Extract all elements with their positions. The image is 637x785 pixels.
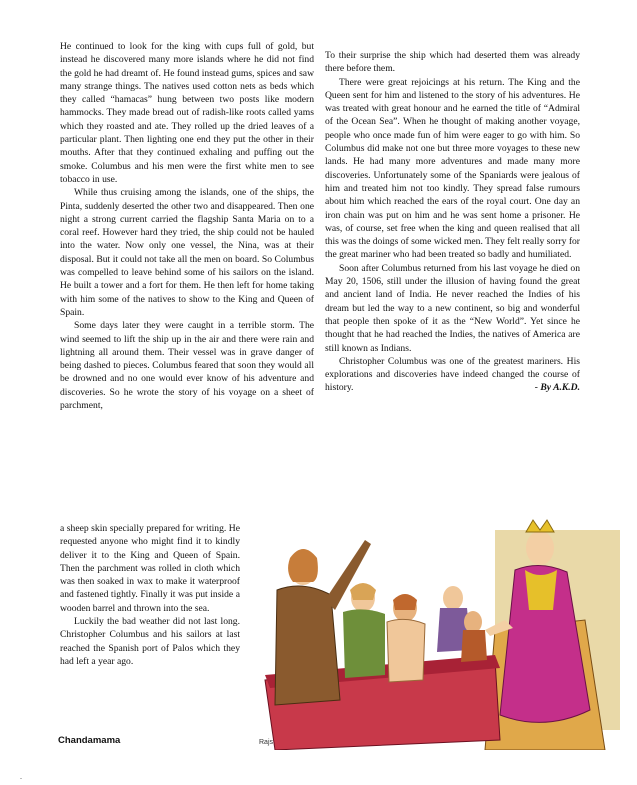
paragraph: There were great rejoicings at his return. The King and the Queen sent for him and listened to the story of his adventures. He was treated with great honour and he earned the title of “Admiral of the Ocean Sea”. When he thought of making another voyage, people who once made fun of him were eager to go with him. So Columbus did make not one but three more voyages to these new lands. He had many more adventures and made many more discoveries. Unfortunately some of the Spaniards were jealous of him and treated him not too kindly. They spread false rumours about him which reached the ears of the royal court. One day an iron chain was put on him and he was sent home a prisoner. He was, of course, set free when the king and queen realised that all this was the doings of some wicked men. They felt really sorry for the great mariner who had been treated so badly and humiliated. [325, 76, 580, 261]
paragraph [325, 355, 580, 395]
paragraph: To their surprise the ship which had deserted them was already there before them. [325, 50, 580, 75]
right-column [325, 49, 580, 395]
paragraph-text: Christopher Columbus was one of the greatest mariners. His explorations and discoveries have indeed changed the course of history. [325, 355, 580, 394]
paragraph: Some days later they were caught in a terrible storm. The wind seemed to lift the ship up in the air and there were rain and lightning all around them. Their vessel was in grave danger of being dashed to pieces. Columbus feared that soon they would all be drowned and no one would ever know of his adventure and discoveries. So he wrote the story of his voyage on a sheet of parchment, [60, 320, 314, 412]
paragraph: He continued to look for the king with cups full of gold, but instead he discovered many more islands where he did not find the gold he had dreamt of. He found instead gums, spices and saw many strange things. The natives used cotton nets as beds which they called “hamacas” hung between two posts like modern hammocks. They made bread out of radish-like roots called yams which they roasted and ate. They rolled up the dried leaves of a particular plant. Then lighting one end they put the other in their mouths. After that they continued exhaling and puffing out the smoke. Columbus and his men were the first white men to see tobacco in use. [60, 41, 314, 185]
paragraph: Soon after Columbus returned from his last voyage he died on May 20, 1506, still under the illusion of having found the great and ancient land of India. He never reached the Indies of his dream but led the way to a new continent, so big and wonderful that people then spoke of it as the “New World”. Yet since he thought that he had reached the Indies, the natives of America are still known as Indians. [325, 262, 580, 354]
paragraph: Luckily the bad weather did not last long. Christopher Columbus and his sailors at last reached the Spanish port of Palos which they had left a year ago. [60, 616, 240, 667]
author-signature: - By A.K.D. [534, 382, 580, 394]
artist-signature: Rajs [259, 739, 274, 746]
paragraph: While thus cruising among the islands, one of the ships, the Pinta, suddenly deserted the other two and disappeared. Then one night a strong current carried the flagship Santa Maria on to a coral reef. However hard they tried, the ship could not be hauled into the water. Now only one vessel, the Nina, was at their disposal. But it could not take all the men on board. So Columbus was compelled to leave behind some of his sailors on the island. He built a tower and a fort for them. He then left for home taking with him some of the natives to show to the King and Queen of Spain. [60, 187, 314, 318]
paragraph: a sheep skin specially prepared for writing. He requested anyone who might find it to kindly deliver it to the King and Queen of Spain. Then the parchment was rolled in cloth which was then soaked in wax to make it waterproof and fastened tightly. Finally it was put inside a wooden barrel and thrown into the sea. [60, 523, 240, 614]
page-dot: . [20, 772, 22, 781]
columbus-royal-court-illustration [245, 510, 620, 750]
left-column [60, 40, 314, 412]
wrap-column [60, 522, 240, 668]
publication-footer: Chandamama [58, 735, 121, 746]
